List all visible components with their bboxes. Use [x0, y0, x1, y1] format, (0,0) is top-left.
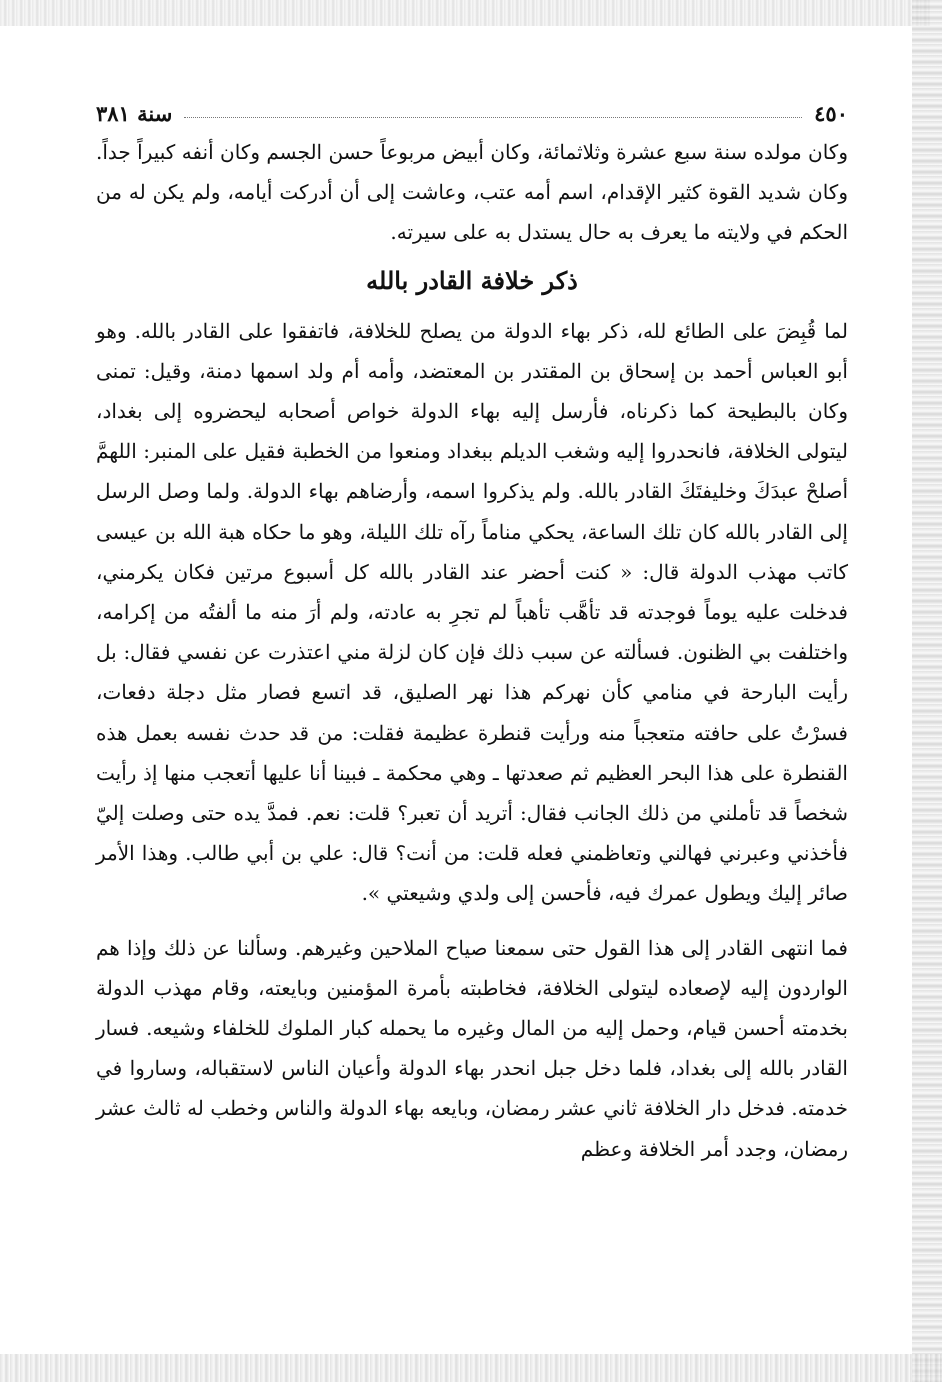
year-label: سنة ٣٨١ [96, 101, 173, 126]
scan-border-right [912, 0, 942, 1382]
book-page [96, 92, 848, 1312]
scan-border-bottom [0, 1354, 942, 1382]
scan-border-top [0, 0, 930, 26]
header-rule [184, 117, 802, 118]
running-header [96, 92, 848, 126]
paragraph-1: لما قُبِضَ على الطائع لله، ذكر بهاء الدولة من يصلح للخلافة، فاتفقوا على القادر بالله. وهو أبو العباس أحمد بن إسحاق بن المقتدر بن المعتضد، وأمه أم ولد اسمها دمنة، وقيل: تمنى وكان بالبطيحة كما ذكرناه، فأرسل إليه بهاء الدولة خواص أصحابه ليحضروه إلى بغداد، ليتولى الخلافة، فانحدروا إليه وشغب الديلم ببغداد ومنعوا من الخطبة فقيل على المنبر: اللهمَّ أصلحْ عبدَكَ وخليفتَكَ القادر بالله. ولم يذكروا اسمه، وأرضاهم بهاء الدولة. ولما وصل الرسل إلى القادر بالله كان تلك الساعة، يحكي مناماً رآه تلك الليلة، وهو ما حكاه هبة الله بن عيسى كاتب مهذب الدولة قال: « كنت أحضر عند القادر بالله كل أسبوع مرتين فكان يكرمني، فدخلت عليه يوماً فوجدته قد تأهَّب تأهباً لم تجرِ به عادته، ولم أرَ منه ما ألفتُه من إكرامه، واختلفت بي الظنون. فسألته عن سبب ذلك فإن كان لزلة مني اعتذرت عن نفسي فقال: بل رأيت البارحة في منامي كأن نهركم هذا نهر الصليق، قد اتسع فصار مثل دجلة دفعات، فسرْتُ على حافته متعجباً منه ورأيت قنطرة عظيمة فقلت: من قد حدث نفسه بعمل هذه القنطرة على هذا البحر العظيم ثم صعدتها ـ وهي محكمة ـ فبينا أنا عليها أتعجب منها إذ رأيت شخصاً قد تأملني من ذلك الجانب فقال: أتريد أن تعبر؟ قلت: نعم. فمدَّ يده حتى وصلت إليّ فأخذني وعبرني فهالني وتعاظمني فعله قلت: من أنت؟ قال: علي بن أبي طالب. وهذا الأمر صائر إليك ويطول عمرك فيه، فأحسن إلى ولدي وشيعتي ». [96, 318, 849, 906]
section-title: ذكر خلافة القادر بالله [366, 265, 578, 295]
paragraph-2: فما انتهى القادر إلى هذا القول حتى سمعنا صياح الملاحين وغيرهم. وسألنا عن ذلك وإذا هم الواردون إليه لإصعاده ليتولى الخلافة، فخاطبته بأمرة المؤمنين وبايعته، وقام مهذب الدولة بخدمته أحسن قيام، وحمل إليه من المال وغيره ما يحمله كبار الملوك للخلفاء وشيعه. فسار القادر بالله إلى بغداد، فلما دخل جبل انحدر بهاء الدولة وأعيان الناس لاستقباله، وساروا في خدمته. فدخل دار الخلافة ثاني عشر رمضان، وبايعه بهاء الدولة والناس وخطب له ثالث عشر رمضان، وجدد أمر الخلافة وعظم [96, 935, 848, 1161]
intro-paragraph: وكان مولده سنة سبع عشرة وثلاثمائة، وكان أبيض مربوعاً حسن الجسم وكان أنفه كبيراً جداً. وكان شديد القوة كثير الإقدام، اسم أمه عتب، وعاشت إلى أن أدركت أيامه، ولم يكن له من الحكم في ولايته ما يعرف به حال يستدل به على سيرته. [96, 140, 848, 245]
page-number: ٤٥٠ [814, 101, 848, 126]
